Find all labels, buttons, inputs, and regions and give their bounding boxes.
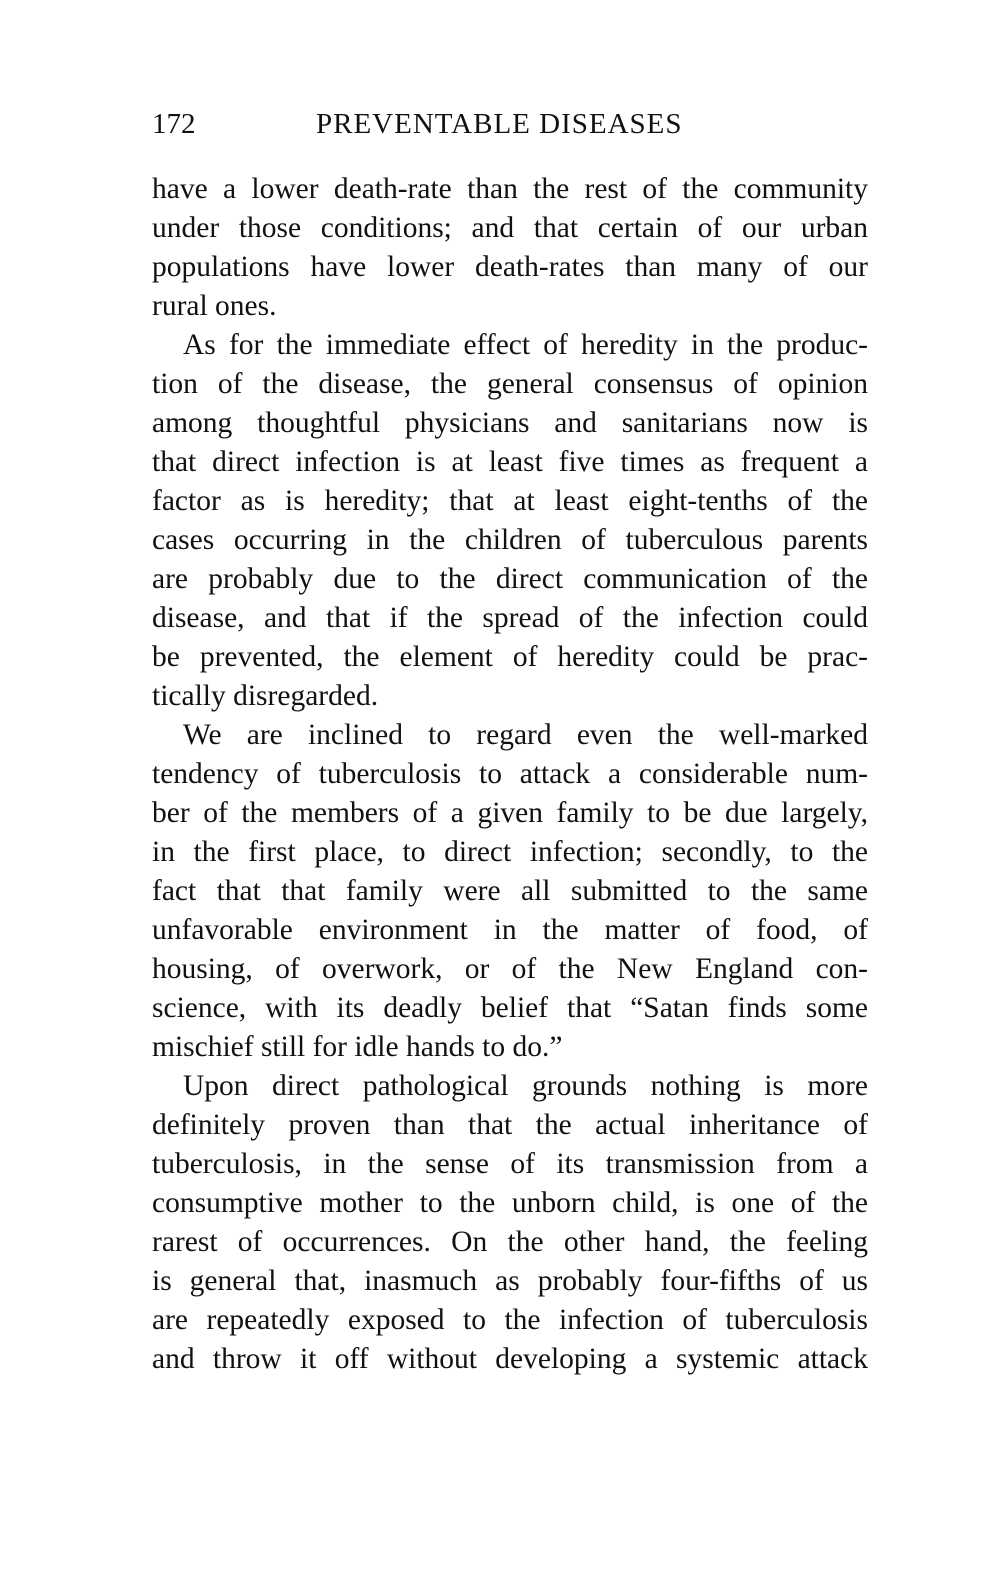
text-line: consumptive mother to the unborn child, is one of the — [152, 1187, 868, 1219]
text-line: housing, of overwork, or of the New England con- — [152, 953, 868, 985]
text-line: tendency of tuberculosis to attack a considerable num- — [152, 758, 868, 790]
page-header — [152, 108, 872, 148]
page-number: 172 — [152, 108, 196, 140]
text-line: are repeatedly exposed to the infection of tuberculosis — [152, 1304, 868, 1336]
text-line: populations have lower death-rates than many of our — [152, 251, 868, 283]
text-line: rural ones. — [152, 290, 277, 322]
text-line: mischief still for idle hands to do.” — [152, 1031, 563, 1063]
text-line: be prevented, the element of heredity could be prac- — [152, 641, 868, 673]
text-line: disease, and that if the spread of the infection could — [152, 602, 868, 634]
text-line: have a lower death-rate than the rest of the community — [152, 173, 868, 205]
text-line: fact that that family were all submitted to the same — [152, 875, 868, 907]
text-line: As for the immediate effect of heredity in the produc- — [183, 329, 868, 361]
text-line: science, with its deadly belief that “Satan finds some — [152, 992, 868, 1024]
text-line: among thoughtful physicians and sanitarians now is — [152, 407, 868, 439]
text-line: tion of the disease, the general consensus of opinion — [152, 368, 868, 400]
text-line: unfavorable environment in the matter of food, of — [152, 914, 868, 946]
text-line: definitely proven than that the actual inheritance of — [152, 1109, 868, 1141]
text-line: under those conditions; and that certain of our urban — [152, 212, 868, 244]
text-line: cases occurring in the children of tuberculous parents — [152, 524, 868, 556]
text-line: tuberculosis, in the sense of its transmission from a — [152, 1148, 868, 1180]
running-title: PREVENTABLE DISEASES — [316, 108, 683, 140]
text-line: rarest of occurrences. On the other hand, the feeling — [152, 1226, 868, 1258]
text-line: tically disregarded. — [152, 680, 379, 712]
text-line: Upon direct pathological grounds nothing is more — [183, 1070, 868, 1102]
text-line: that direct infection is at least five times as frequent a — [152, 446, 868, 478]
text-line: and throw it off without developing a systemic attack — [152, 1343, 868, 1375]
text-line: is general that, inasmuch as probably four-fifths of us — [152, 1265, 868, 1297]
text-line: are probably due to the direct communication of the — [152, 563, 868, 595]
text-line: ber of the members of a given family to be due largely, — [152, 797, 868, 829]
text-line: We are inclined to regard even the well-marked — [183, 719, 868, 751]
text-line: factor as is heredity; that at least eight-tenths of the — [152, 485, 868, 517]
text-line: in the first place, to direct infection; secondly, to the — [152, 836, 868, 868]
